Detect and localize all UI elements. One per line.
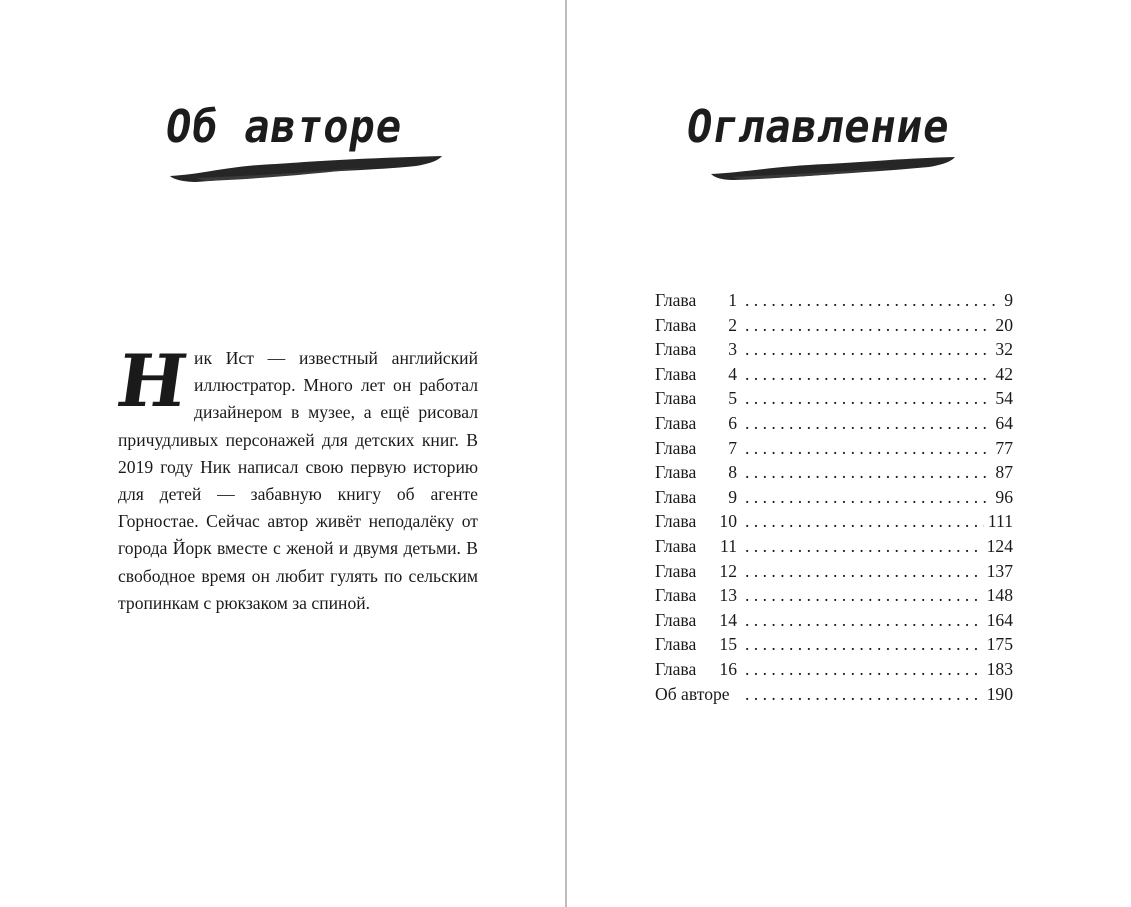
about-author-heading: Об авторе <box>161 100 407 153</box>
toc-number: 10 <box>719 511 737 532</box>
toc-entry[interactable] <box>655 337 1013 362</box>
toc-leader <box>745 436 991 461</box>
toc-page-number: 148 <box>986 585 1013 606</box>
toc-label: Глава <box>655 585 697 606</box>
toc-entry[interactable] <box>655 411 1013 436</box>
toc-leader <box>745 313 991 338</box>
toc-page-number: 111 <box>987 511 1013 532</box>
toc-entry[interactable] <box>655 534 1013 559</box>
toc-label: Глава <box>655 437 697 458</box>
toc-leader <box>745 386 991 411</box>
toc-page-number: 42 <box>995 363 1013 384</box>
toc-entry[interactable] <box>655 657 1013 682</box>
toc-entry[interactable] <box>655 608 1013 633</box>
toc-label: Глава <box>655 609 697 630</box>
author-bio <box>112 338 478 617</box>
toc-number: 9 <box>728 486 737 507</box>
toc-leader <box>745 559 983 584</box>
toc-number: 7 <box>728 437 737 458</box>
toc-leader <box>745 632 983 657</box>
author-bio-text: ик Ист — известный английский иллюстратор. Много лет он работал дизайнером в музее, а ещё рисовал причудливых персонажей для детских книг. В 2019 году Ник написал свою первую историю для детей — забавную книгу об агенте Горностае. Сейчас автор живёт неподалёку от города Йорк вместе с женой и двумя детьми. В свободное время он любит гулять по сельским тропинкам с рюкзаком за спиной. <box>118 348 478 613</box>
toc-label: Об авторе <box>655 683 730 704</box>
toc-page-number: 77 <box>995 437 1013 458</box>
toc-page-number: 87 <box>995 462 1013 483</box>
toc-label: Глава <box>655 658 697 679</box>
toc-leader <box>745 411 991 436</box>
toc-entry[interactable] <box>655 460 1013 485</box>
toc-label: Глава <box>655 560 697 581</box>
toc-number: 12 <box>719 560 737 581</box>
toc-label: Глава <box>655 339 697 360</box>
toc-label: Глава <box>655 486 697 507</box>
toc-page-number: 190 <box>986 683 1013 704</box>
toc-number: 3 <box>728 339 737 360</box>
toc-leader <box>745 608 983 633</box>
toc-leader <box>745 485 991 510</box>
toc-entry[interactable] <box>655 313 1013 338</box>
toc-page-number: 9 <box>1004 290 1013 310</box>
toc-label: Глава <box>655 412 697 433</box>
toc-number: 8 <box>728 462 737 483</box>
toc-page-number: 20 <box>995 314 1013 335</box>
brush-stroke-decoration <box>166 152 446 186</box>
toc-leader <box>745 337 991 362</box>
toc-leader <box>745 460 991 485</box>
toc-page-number: 124 <box>986 535 1013 556</box>
toc-number: 5 <box>728 388 737 409</box>
toc-number: 1 <box>728 290 737 310</box>
toc-number: 11 <box>720 535 737 556</box>
toc-entry[interactable] <box>655 559 1013 584</box>
toc-number: 16 <box>719 658 737 679</box>
toc-leader <box>745 534 983 559</box>
toc-page-number: 175 <box>986 634 1013 655</box>
toc-number: 13 <box>719 585 737 606</box>
toc-leader <box>745 657 983 682</box>
toc-number: 4 <box>728 363 737 384</box>
toc-label: Глава <box>655 511 697 532</box>
toc-page-number: 137 <box>986 560 1013 581</box>
toc-number: 15 <box>719 634 737 655</box>
toc-page-number: 96 <box>995 486 1013 507</box>
toc-label: Глава <box>655 634 697 655</box>
brush-stroke-decoration <box>707 152 959 186</box>
toc-leader <box>745 509 984 534</box>
toc-leader <box>745 583 983 608</box>
toc-label: Глава <box>655 363 697 384</box>
contents-heading: Оглавление <box>682 100 955 153</box>
toc-entry[interactable] <box>655 485 1013 510</box>
toc-page-number: 183 <box>986 658 1013 679</box>
toc-label: Глава <box>655 535 697 556</box>
toc-number: 14 <box>719 609 737 630</box>
toc-leader <box>745 682 983 707</box>
toc-label: Глава <box>655 462 697 483</box>
toc-entry[interactable] <box>655 509 1013 534</box>
toc-entry[interactable] <box>655 288 1013 313</box>
toc-entry[interactable] <box>655 362 1013 387</box>
drop-cap: Н <box>112 338 193 423</box>
toc-page-number: 32 <box>995 339 1013 360</box>
toc-page-number: 64 <box>995 412 1013 433</box>
toc-entry[interactable] <box>655 583 1013 608</box>
toc-entry[interactable] <box>655 632 1013 657</box>
left-page <box>0 0 565 907</box>
toc-entry[interactable] <box>655 682 1013 707</box>
toc-leader <box>745 362 991 387</box>
right-page <box>567 0 1131 907</box>
toc-leader <box>745 288 1000 313</box>
toc-entry[interactable] <box>655 386 1013 411</box>
table-of-contents <box>655 288 1013 706</box>
toc-number: 6 <box>728 412 737 433</box>
toc-label: Глава <box>655 314 697 335</box>
toc-label: Глава <box>655 388 697 409</box>
toc-label: Глава <box>655 290 697 310</box>
toc-page-number: 54 <box>995 388 1013 409</box>
toc-entry[interactable] <box>655 436 1013 461</box>
toc-number: 2 <box>728 314 737 335</box>
toc-page-number: 164 <box>986 609 1013 630</box>
